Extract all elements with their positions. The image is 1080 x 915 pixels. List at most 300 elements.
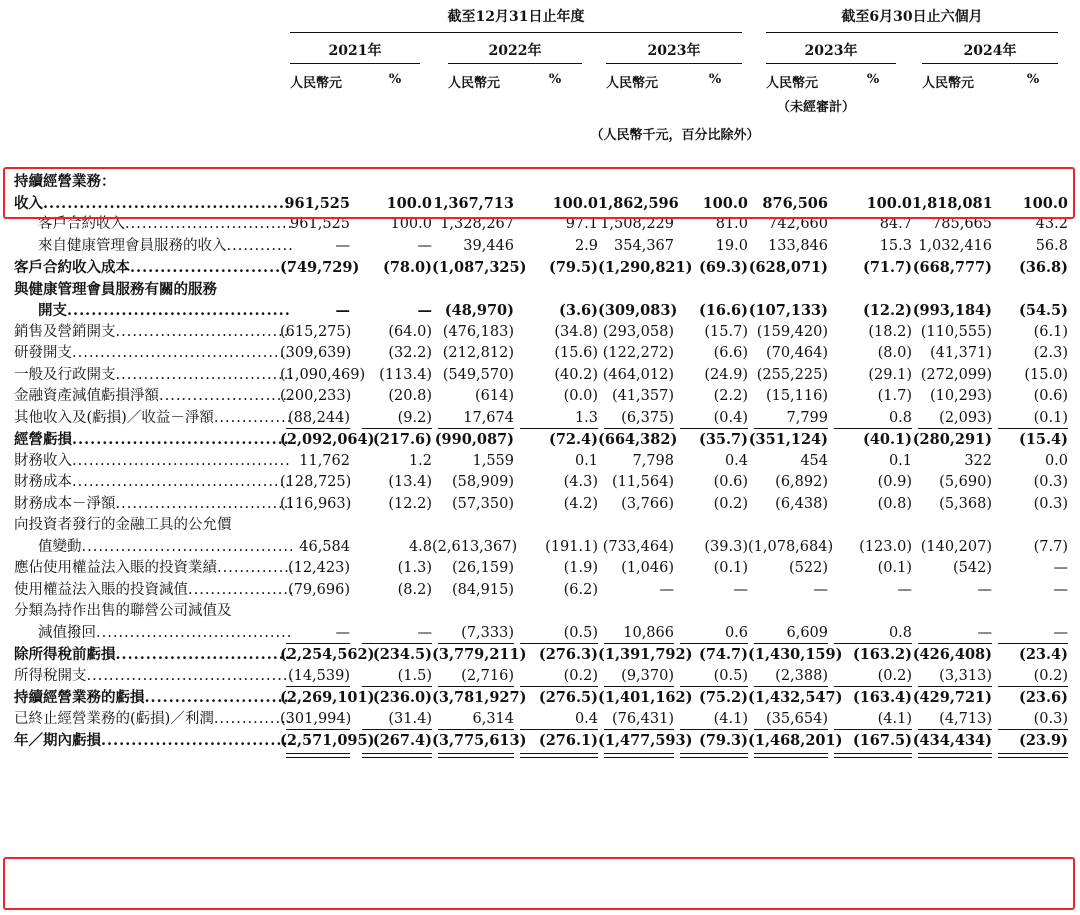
percent-cell: (0.1) (713, 560, 748, 576)
amount-cell: 133,846 (768, 237, 828, 254)
amount-cell: (628,071) (748, 259, 828, 276)
percent-cell: — (417, 302, 432, 319)
percent-cell: (113.4) (379, 366, 432, 383)
underline (834, 643, 912, 644)
amount-cell: (84,915) (451, 581, 514, 598)
unit-header-2023-interim: 人民幣元 (766, 76, 819, 91)
underline (520, 686, 598, 687)
percent-cell: (0.2) (563, 667, 598, 684)
double-underline (918, 753, 992, 758)
percent-cell: (13.4) (388, 474, 432, 490)
double-underline (520, 753, 598, 758)
amount-cell: (733,464) (602, 538, 674, 555)
amount-cell: (549,570) (442, 366, 514, 383)
percent-cell: 2.9 (574, 237, 598, 254)
percent-cell: 0.4 (574, 710, 598, 727)
amount-cell: — (335, 302, 350, 319)
amount-cell: 39,446 (463, 237, 514, 254)
amount-cell: (614) (475, 388, 514, 404)
row-label: 與健康管理會員服務有關的服務 (14, 280, 217, 298)
amount-cell: 785,665 (932, 216, 992, 232)
percent-cell: 84.7 (879, 216, 912, 232)
amount-cell: 1,559 (472, 452, 514, 469)
row-label: 經營虧損 ..... (14, 429, 292, 451)
percent-cell: (0.1) (1033, 409, 1068, 426)
percent-cell: (79.5) (548, 259, 598, 276)
underline (834, 686, 912, 687)
percent-cell: (35.7) (698, 431, 748, 448)
percent-cell: (40.2) (554, 366, 598, 383)
double-underline (834, 753, 912, 758)
percent-cell: (54.5) (1018, 302, 1068, 319)
underline (834, 729, 912, 730)
amount-cell: — (813, 581, 828, 598)
underline (362, 643, 432, 644)
row-label: 客戶合約收入 ..... (38, 214, 292, 236)
percent-cell: (79.3) (698, 732, 748, 749)
underline (286, 686, 350, 687)
percent-cell: — (897, 581, 912, 598)
pct-header-2022: % (548, 72, 562, 87)
percent-cell: (23.4) (1018, 646, 1068, 663)
amount-cell: (76,431) (611, 710, 674, 727)
percent-cell: (69.3) (698, 259, 748, 276)
percent-cell: — (1053, 624, 1068, 641)
percent-cell: (8.2) (397, 581, 432, 598)
percent-cell: (16.6) (698, 302, 748, 319)
amount-cell: (159,420) (756, 323, 828, 340)
row-label: 值變動 ..... (38, 537, 292, 559)
percent-cell: (0.1) (877, 560, 912, 576)
percent-cell: 0.4 (724, 452, 748, 469)
pct-header-2024-interim: % (1026, 72, 1040, 87)
double-underline (754, 753, 828, 758)
percent-cell: (4.1) (713, 710, 748, 727)
underline (438, 643, 514, 644)
amount-cell: (664,382) (598, 431, 678, 448)
amount-cell: (212,812) (442, 345, 514, 361)
amount-cell: (6,438) (775, 495, 828, 512)
percent-cell: (0.9) (877, 474, 912, 490)
percent-cell: (7.7) (1033, 538, 1068, 555)
row-label: 減值撥回 ..... (38, 623, 292, 645)
percent-cell: 100.0 (390, 216, 432, 232)
underline (754, 428, 828, 429)
amount-cell: (140,207) (920, 538, 992, 555)
percent-cell: (71.7) (862, 259, 912, 276)
year-rule-2023 (606, 63, 742, 64)
amount-cell: (10,293) (929, 388, 992, 404)
amount-cell: (15,116) (765, 388, 828, 404)
percent-cell: (276.3) (538, 646, 598, 663)
amount-cell: (522) (789, 560, 828, 576)
percent-cell: (276.1) (538, 732, 598, 749)
amount-cell: — (659, 581, 674, 598)
percent-cell: (1.5) (397, 667, 432, 684)
unaudited-note: （未經審計） (776, 100, 855, 115)
row-label: 開支 ..... (38, 300, 292, 322)
underline (438, 729, 514, 730)
row-label: 已終止經營業務的(虧損)／利潤 ..... (14, 709, 292, 731)
amount-cell: (309,083) (598, 302, 678, 319)
amount-cell: 1,862,596 (598, 194, 679, 212)
underline (520, 729, 598, 730)
underline (680, 428, 748, 429)
amount-cell: — (977, 624, 992, 641)
percent-cell: (75.2) (698, 689, 748, 706)
amount-cell: (1,430,159) (748, 646, 843, 663)
amount-cell: (668,777) (912, 259, 992, 276)
amount-cell: (993,184) (912, 302, 992, 319)
amount-cell: (35,654) (765, 710, 828, 727)
underline (918, 428, 992, 429)
amount-cell: (1,432,547) (748, 689, 843, 706)
amount-cell: (2,613,367) (432, 538, 518, 555)
percent-cell: (6.2) (563, 581, 598, 598)
amount-cell: 11,762 (299, 452, 350, 469)
percent-cell: (163.4) (852, 689, 912, 706)
year-header-2023: 2023年 (647, 43, 701, 59)
amount-cell: (542) (953, 560, 992, 576)
amount-cell: (429,721) (912, 689, 992, 706)
underline (438, 428, 514, 429)
row-label: 向投資者發行的金融工具的公允價 (14, 517, 232, 533)
percent-cell: (8.0) (877, 345, 912, 361)
percent-cell: (2.2) (713, 388, 748, 404)
percent-cell: (4.3) (563, 474, 598, 490)
year-header-2024-interim: 2024年 (963, 43, 1017, 59)
row-label: 分類為持作出售的聯營公司減值及 (14, 603, 232, 619)
percent-cell: (18.2) (868, 323, 912, 340)
percent-cell: (24.9) (704, 366, 748, 383)
amount-cell: (110,555) (920, 323, 992, 340)
amount-cell: (293,058) (602, 323, 674, 340)
amount-cell: (58,909) (451, 474, 514, 490)
amount-cell: (615,275) (280, 323, 352, 340)
row-label: 年／期內虧損 ..... (14, 730, 292, 752)
percent-cell: (74.7) (698, 646, 748, 663)
unit-header-2021: 人民幣元 (290, 76, 343, 91)
percent-cell: (34.8) (554, 323, 598, 340)
unit-header-2023: 人民幣元 (606, 76, 659, 91)
percent-cell: (1.3) (397, 560, 432, 576)
amount-cell: (2,092,064) (280, 431, 375, 448)
underline (998, 729, 1068, 730)
percent-cell: (276.5) (538, 689, 598, 706)
row-label: 持續經營業務的虧損 ..... (14, 687, 292, 709)
percent-cell: 0.1 (888, 452, 912, 469)
amount-cell: (57,350) (451, 495, 514, 512)
amount-cell: (2,571,095) (280, 732, 375, 749)
percent-cell: (36.8) (1018, 259, 1068, 276)
percent-cell: (12.2) (388, 495, 432, 512)
amount-cell: 6,609 (786, 624, 828, 641)
percent-cell: (15.4) (1018, 431, 1068, 448)
row-label: 財務收入 ..... (14, 451, 292, 473)
percent-cell: (0.3) (1033, 474, 1068, 490)
amount-cell: (476,183) (442, 323, 514, 340)
amount-cell: — (335, 624, 350, 641)
amount-cell: 1,818,081 (912, 194, 993, 212)
amount-cell: (464,012) (602, 366, 674, 383)
amount-cell: 10,866 (623, 624, 674, 641)
percent-cell: 0.8 (888, 624, 912, 641)
amount-cell: (4,713) (939, 710, 992, 727)
pct-header-2023-interim: % (866, 72, 880, 87)
percent-cell: (40.1) (862, 431, 912, 448)
amount-cell: 742,660 (768, 216, 828, 232)
percent-cell: (0.5) (563, 624, 598, 641)
percent-cell: (39.3) (704, 538, 748, 555)
underline (834, 428, 912, 429)
amount-cell: (1,401,162) (598, 689, 693, 706)
row-label: 金融資產減值虧損淨額 ..... (14, 386, 292, 408)
amount-cell: (5,368) (939, 495, 992, 512)
amount-cell: (3,775,613) (432, 732, 527, 749)
underline (438, 686, 514, 687)
amount-cell: 876,506 (762, 194, 828, 212)
amount-cell: (70,464) (765, 345, 828, 361)
unit-header-2024-interim: 人民幣元 (922, 76, 975, 91)
percent-cell: (217.6) (372, 431, 432, 448)
amount-cell: (2,269,101) (280, 689, 375, 706)
underline (754, 643, 828, 644)
amount-cell: (2,093) (939, 409, 992, 426)
amount-cell: (1,290,821) (598, 259, 693, 276)
percent-cell: — (417, 237, 432, 254)
amount-cell: (7,333) (461, 624, 514, 641)
underline (918, 643, 992, 644)
amount-cell: 1,367,713 (433, 194, 514, 212)
underline (918, 686, 992, 687)
amount-cell: 354,367 (614, 237, 674, 254)
amount-cell: (1,391,792) (598, 646, 693, 663)
percent-cell: — (733, 581, 748, 598)
amount-cell: 7,799 (786, 409, 828, 426)
percent-cell: (15.0) (1024, 366, 1068, 383)
percent-cell: 100.0 (1022, 194, 1068, 212)
percent-cell: (1.9) (563, 560, 598, 576)
amount-cell: (351,124) (748, 431, 828, 448)
underline (998, 428, 1068, 429)
percent-cell: (167.5) (852, 732, 912, 749)
revenue-highlight-box (3, 167, 1075, 219)
percent-cell: (20.8) (388, 388, 432, 404)
row-label: 使用權益法入賬的投資減值 ..... (14, 580, 292, 602)
percent-cell: (3.6) (559, 302, 598, 319)
row-label: 來自健康管理會員服務的收入 ..... (38, 236, 292, 258)
amount-cell: (1,468,201) (748, 732, 843, 749)
amount-cell: 7,798 (632, 452, 674, 469)
row-label: 財務成本 ..... (14, 472, 292, 494)
amount-cell: (1,078,684) (748, 538, 834, 555)
double-underline (286, 753, 350, 758)
percent-cell: 19.0 (715, 237, 748, 254)
amount-cell: (3,779,211) (432, 646, 527, 663)
percent-cell: (0.5) (713, 667, 748, 684)
percent-cell: (0.8) (877, 495, 912, 512)
row-label: 收入 ..... (14, 193, 292, 215)
percent-cell: 43.2 (1035, 216, 1068, 232)
year-rule-2023-interim (766, 63, 896, 64)
amount-cell: (309,639) (280, 345, 352, 361)
row-label: 銷售及營銷開支 ..... (14, 322, 292, 344)
percent-cell: (0.2) (713, 495, 748, 512)
percent-cell: (236.0) (372, 689, 432, 706)
percent-cell: (12.2) (862, 302, 912, 319)
underline (680, 729, 748, 730)
percent-cell: (9.2) (397, 409, 432, 426)
pct-header-2021: % (388, 72, 402, 87)
amount-cell: 322 (964, 452, 992, 469)
percent-cell: (32.2) (388, 345, 432, 361)
amount-cell: 1,508,229 (600, 216, 674, 232)
percent-cell: (0.6) (713, 474, 748, 490)
percent-cell: (0.6) (1033, 388, 1068, 404)
row-label: 其他收入及(虧損)／收益－淨額 ..... (14, 408, 292, 430)
amount-cell: (14,539) (287, 667, 350, 684)
unit-header-2022: 人民幣元 (448, 76, 501, 91)
amount-cell: (749,729) (280, 259, 360, 276)
underline (680, 686, 748, 687)
percent-cell: 97.1 (565, 216, 598, 232)
amount-cell: (5,690) (939, 474, 992, 490)
percent-cell: (4.1) (877, 710, 912, 727)
amount-cell: — (977, 581, 992, 598)
amount-cell: 961,525 (284, 194, 350, 212)
amount-cell: (3,313) (939, 667, 992, 684)
percent-cell: (267.4) (372, 732, 432, 749)
year-header-2021: 2021年 (328, 43, 382, 59)
amount-cell: (3,766) (621, 495, 674, 512)
percent-cell: 0.6 (724, 624, 748, 641)
underline (754, 686, 828, 687)
percent-cell: (15.6) (554, 345, 598, 361)
amount-cell: (88,244) (287, 409, 350, 426)
percent-cell: (72.4) (548, 431, 598, 448)
underline (998, 686, 1068, 687)
percent-cell: (23.6) (1018, 689, 1068, 706)
percent-cell: (15.7) (704, 323, 748, 340)
amount-cell: (128,725) (280, 474, 352, 490)
amount-cell: (41,357) (611, 388, 674, 404)
percent-cell: 0.8 (888, 409, 912, 426)
amount-cell: (41,371) (929, 345, 992, 361)
percent-cell: 4.8 (408, 538, 432, 555)
double-underline (604, 753, 674, 758)
amount-cell: (280,291) (912, 431, 992, 448)
percent-cell: 1.3 (574, 409, 598, 426)
percent-cell: 15.3 (879, 237, 912, 254)
percent-cell: (234.5) (372, 646, 432, 663)
row-label: 研發開支 ..... (14, 343, 292, 365)
underline (286, 729, 350, 730)
percent-cell: 100.0 (702, 194, 748, 212)
underline (286, 428, 350, 429)
percent-cell: (0.3) (1033, 495, 1068, 512)
percent-cell: (29.1) (868, 366, 912, 383)
amount-cell: (1,046) (621, 560, 674, 576)
amount-cell: 17,674 (463, 409, 514, 426)
amount-cell: (6,375) (621, 409, 674, 426)
amount-cell: (11,564) (611, 474, 674, 490)
underline (286, 643, 350, 644)
amount-cell: 1,032,416 (918, 237, 992, 254)
underline (362, 729, 432, 730)
amount-cell: (6,892) (775, 474, 828, 490)
double-underline (680, 753, 748, 758)
underline (754, 729, 828, 730)
amount-cell: 1,328,267 (440, 216, 514, 232)
percent-cell: (1.7) (877, 388, 912, 404)
percent-cell: 0.0 (1044, 452, 1068, 469)
percent-cell: 100.0 (866, 194, 912, 212)
amount-cell: (301,994) (280, 710, 352, 727)
year-header-2022: 2022年 (488, 43, 542, 59)
amount-cell: (107,133) (748, 302, 828, 319)
amount-cell: (12,423) (287, 560, 350, 576)
pct-header-2023: % (708, 72, 722, 87)
amount-cell: (1,090,469) (280, 366, 366, 383)
percent-cell: (123.0) (859, 538, 912, 555)
double-underline (998, 753, 1068, 758)
amount-cell: (2,716) (461, 667, 514, 684)
percent-cell: 56.8 (1035, 237, 1068, 254)
percent-cell: (163.2) (852, 646, 912, 663)
amount-cell: (200,233) (280, 388, 352, 404)
amount-cell: (48,970) (444, 302, 514, 319)
percent-cell: (4.2) (563, 495, 598, 512)
percent-cell: (2.3) (1033, 345, 1068, 361)
amount-cell: (990,087) (434, 431, 514, 448)
amount-cell: 961,525 (290, 216, 350, 232)
underline (604, 729, 674, 730)
percent-cell: (0.2) (1033, 667, 1068, 684)
percent-cell: 100.0 (552, 194, 598, 212)
underline (604, 428, 674, 429)
amount-cell: 6,314 (472, 710, 514, 727)
year-header-2023-interim: 2023年 (804, 43, 858, 59)
loss-highlight-box (3, 857, 1075, 910)
row-label: 除所得稅前虧損 ..... (14, 644, 292, 666)
underline (680, 643, 748, 644)
percent-cell: (0.3) (1033, 710, 1068, 727)
row-label: 持續經營業務： (14, 173, 116, 190)
interim-period-header: 截至6月30日止六個月 (841, 9, 983, 25)
amount-cell: (255,225) (756, 366, 828, 383)
amount-cell: (426,408) (912, 646, 992, 663)
amount-cell: (2,388) (775, 667, 828, 684)
amount-cell: (434,434) (912, 732, 992, 749)
double-underline (362, 753, 432, 758)
underline (520, 643, 598, 644)
double-underline (438, 753, 514, 758)
percent-cell: (31.4) (388, 710, 432, 727)
annual-header-rule (290, 32, 742, 33)
amount-cell: (3,781,927) (432, 689, 527, 706)
interim-header-rule (766, 32, 1058, 33)
underline (362, 428, 432, 429)
percent-cell: (0.4) (713, 409, 748, 426)
underline (998, 643, 1068, 644)
underline (604, 686, 674, 687)
underline (520, 428, 598, 429)
amount-cell: (9,370) (621, 667, 674, 684)
row-label: 一般及行政開支 ..... (14, 365, 292, 387)
year-rule-2021 (290, 63, 420, 64)
annual-period-header: 截至12月31日止年度 (447, 9, 585, 25)
percent-cell: (0.2) (877, 667, 912, 684)
